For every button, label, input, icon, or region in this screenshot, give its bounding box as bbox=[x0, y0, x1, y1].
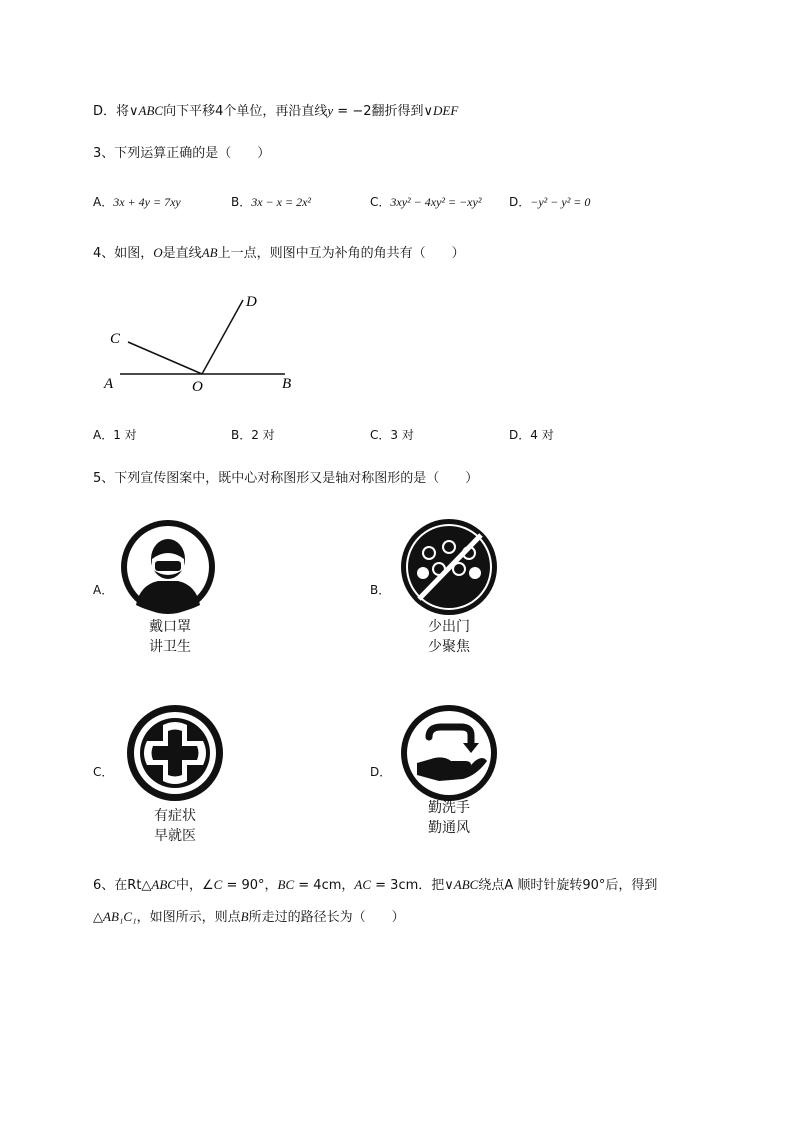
crowd-icon bbox=[399, 517, 499, 617]
q3-option-b: B．3x − x = 2x² bbox=[231, 195, 312, 209]
label-d: D bbox=[246, 294, 257, 310]
q3-option-c: C．3xy² − 4xy² = −xy² bbox=[370, 195, 482, 209]
label-b: B bbox=[282, 376, 292, 392]
q3-option-d: D．−y² − y² = 0 bbox=[509, 195, 591, 209]
q6-line1: 6、在Rt△ABC中，∠C = 90°，BC = 4cm，AC = 3cm．把∨ABC绕点A 顺时针旋转90°后，得到 bbox=[93, 877, 658, 893]
q3-option-a: A．3x + 4y = 7xy bbox=[93, 195, 181, 209]
ray-od bbox=[202, 300, 243, 374]
q5-option-c-caption: 有症状 早就医 bbox=[154, 808, 196, 844]
q5-option-b-caption: 少出门 少聚焦 bbox=[428, 619, 470, 655]
q5-option-d-caption: 勤洗手 勤通风 bbox=[428, 800, 470, 836]
q5-option-c-label: C． bbox=[93, 765, 114, 779]
q5-option-a-caption: 戴口罩 讲卫生 bbox=[149, 619, 191, 655]
ray-oc bbox=[128, 342, 202, 374]
q6-line2: △AB₁C₁，如图所示，则点B所走过的路径长为（ ） bbox=[93, 909, 405, 925]
medical-cross-icon bbox=[125, 703, 225, 803]
q4-option-a: A．1 对 bbox=[93, 428, 137, 442]
q4-option-c: C．3 对 bbox=[370, 428, 414, 442]
q5-option-a-label: A． bbox=[93, 583, 114, 597]
label-a: A bbox=[104, 376, 114, 392]
mask-person-icon bbox=[118, 517, 218, 617]
hand-washing-icon bbox=[399, 703, 499, 803]
q4-stem: 4、如图，O是直线AB上一点，则图中互为补角的角共有（ ） bbox=[93, 245, 465, 261]
q5-stem: 5、下列宣传图案中，既中心对称图形又是轴对称图形的是（ ） bbox=[93, 471, 479, 486]
q4-angle-figure bbox=[100, 290, 320, 400]
label-c: C bbox=[110, 331, 121, 347]
label-o: O bbox=[192, 379, 203, 395]
q2-option-d: D．将∨ABC向下平移4个单位，再沿直线y = −2翻折得到∨DEF bbox=[93, 103, 459, 119]
q3-stem: 3、下列运算正确的是（ ） bbox=[93, 146, 271, 161]
q4-option-b: B．2 对 bbox=[231, 428, 275, 442]
q4-option-d: D．4 对 bbox=[509, 428, 554, 442]
q5-option-b-label: B． bbox=[370, 583, 391, 597]
q5-option-d-label: D． bbox=[370, 765, 392, 779]
